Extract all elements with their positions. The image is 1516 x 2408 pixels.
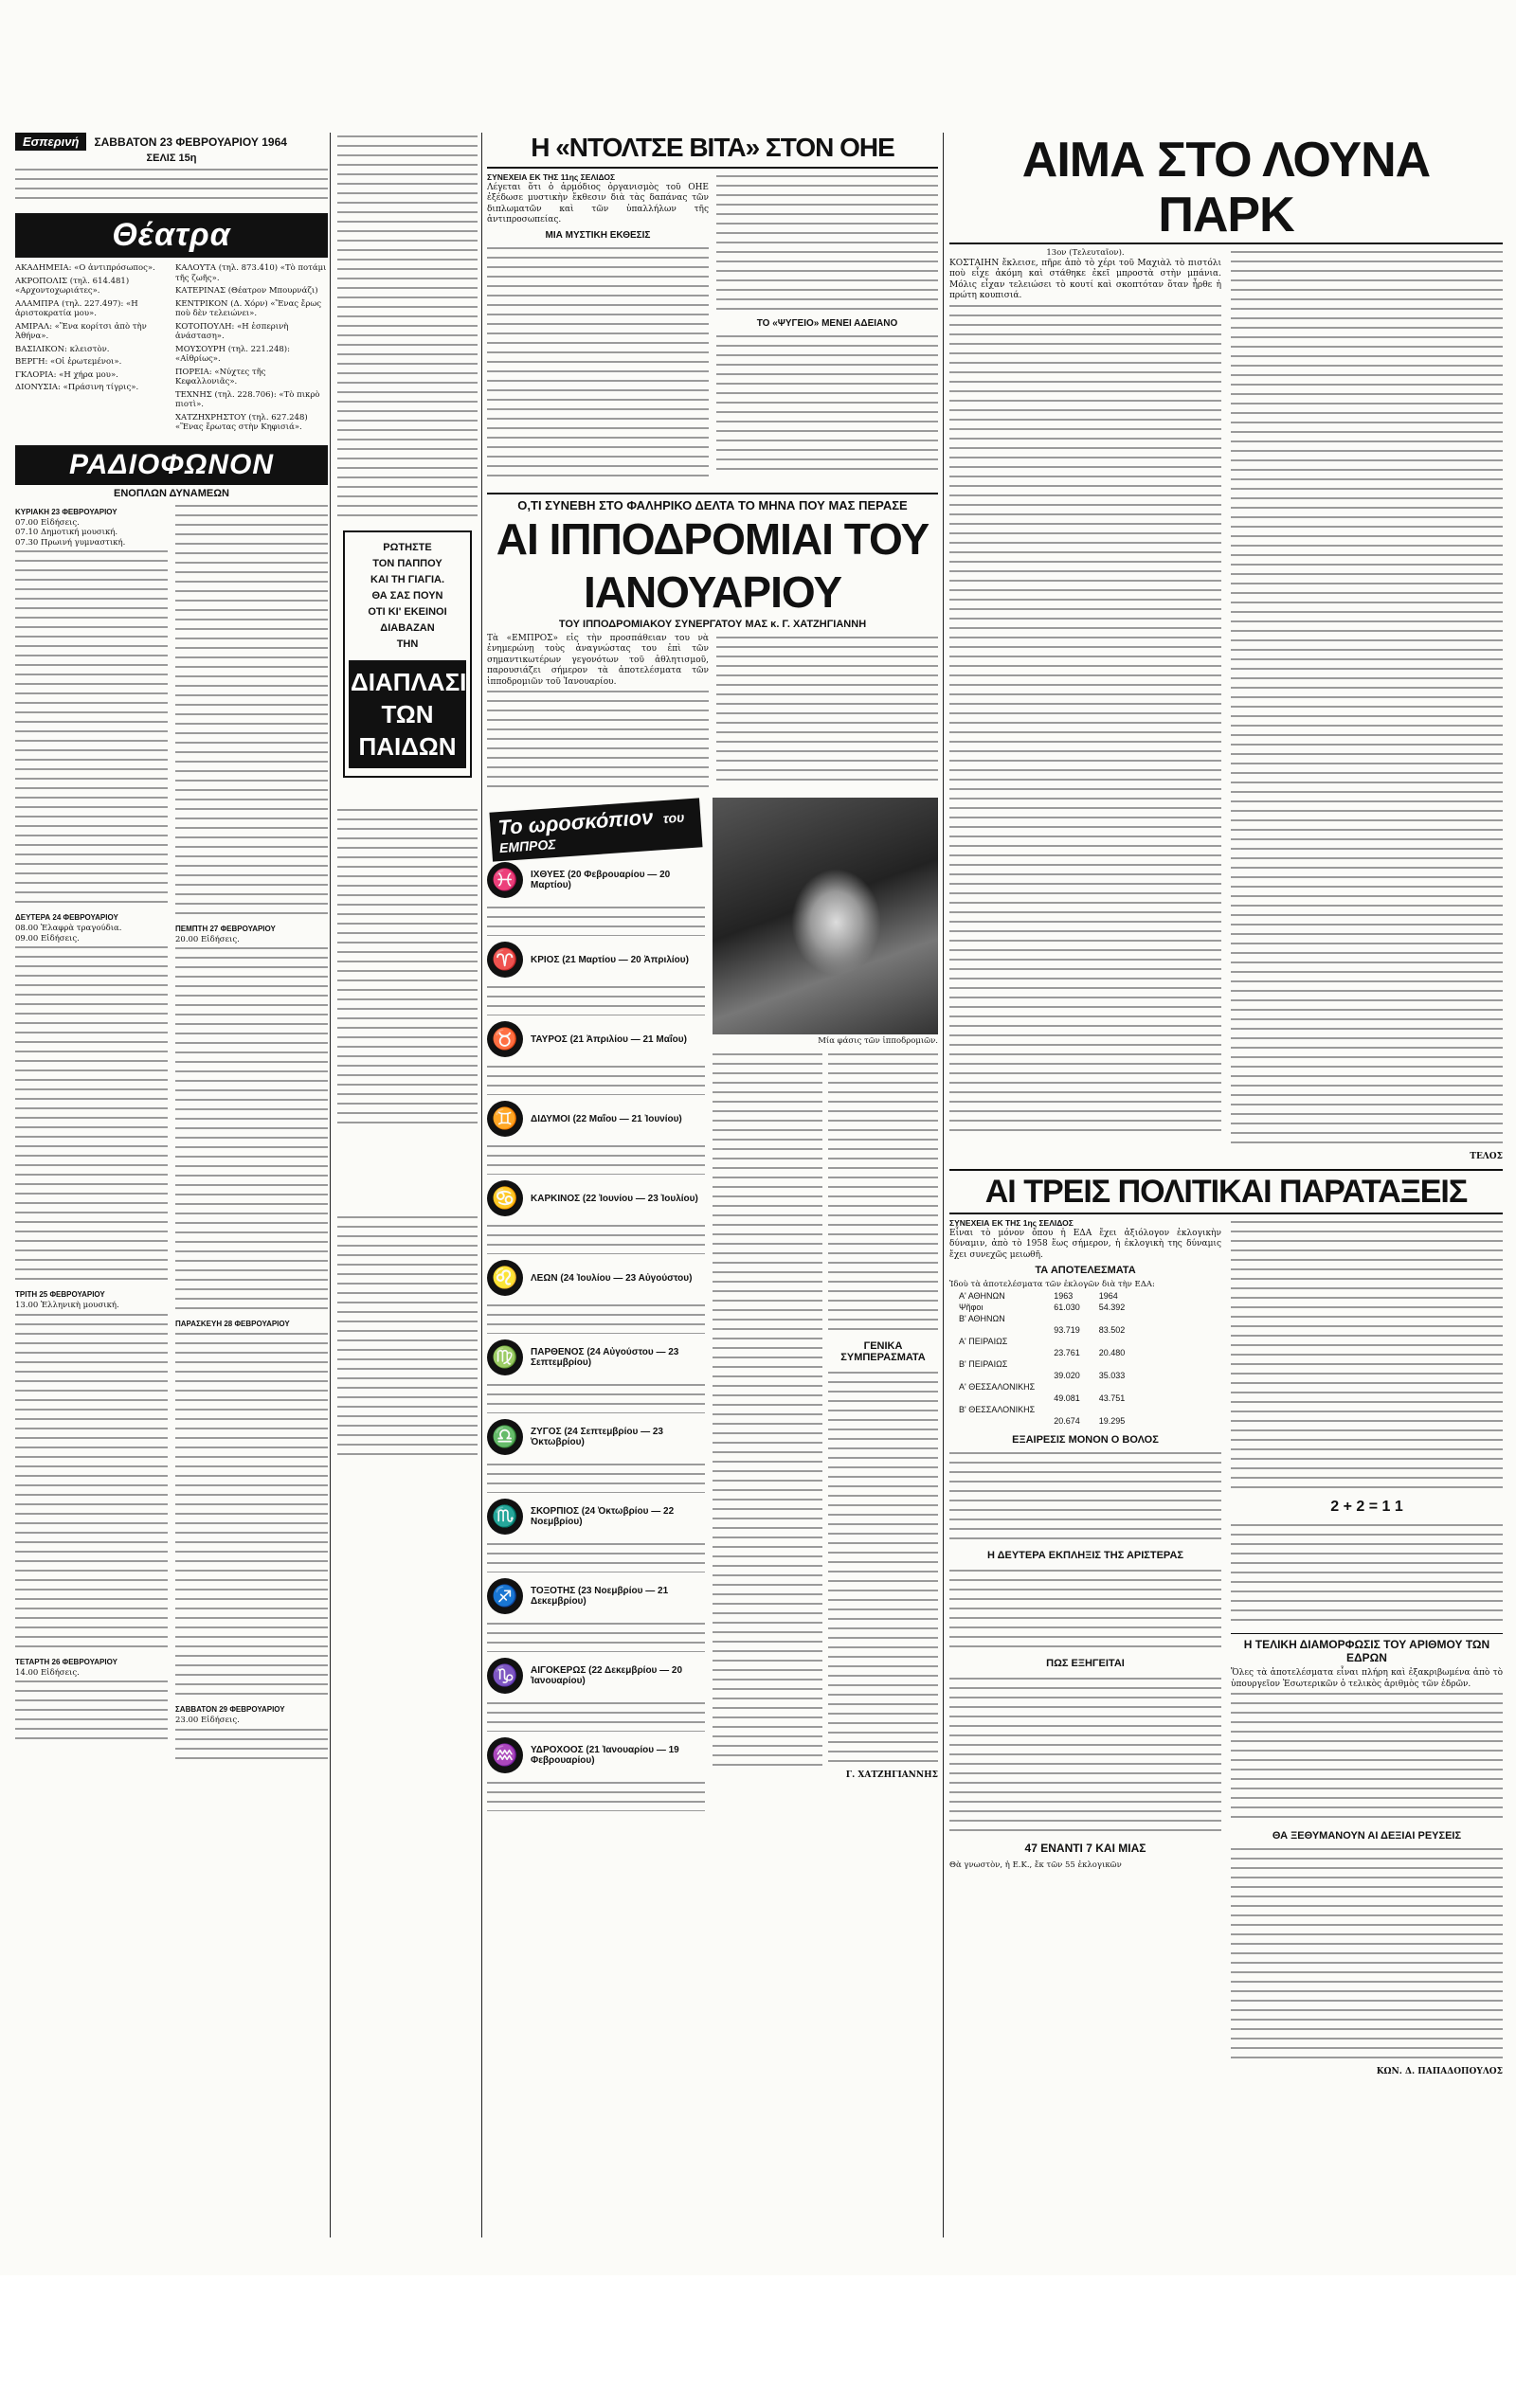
center-column — [487, 133, 938, 2255]
zodiac-sign — [487, 1021, 705, 1057]
radio-list — [175, 944, 328, 1314]
horse-body: Τὰ «ΕΜΠΡΟΣ» εἰς τὴν προσπάθειαν του νὰ ἐνημερώνῃ τοὺς ἀναγνώστας του ἐπὶ τῶν σημαντικωτέρων γεγονότων τοῦ ἀθλητισμοῦ, παρουσιάζει σήμερον τὰ ἀποτελέσματα τῶν ἱπποδρομιῶν τοῦ Ἰανουαρίου. — [487, 633, 709, 687]
zodiac-name: ΑΙΓΟΚΕΡΩΣ (22 Δεκεμβρίου — 20 Ἰανουαρίου) — [531, 1665, 683, 1686]
table-row — [949, 1313, 1134, 1324]
blood-text — [1231, 248, 1503, 1148]
year-header: 1964 — [1098, 1290, 1118, 1301]
radio-day: ΠΑΡΑΣΚΕΥΗ 28 ΦΕΒΡΟΥΑΡΙΟΥ — [175, 1320, 290, 1328]
elections-headline: ΑΙ ΤΡΕΙΣ ΠΟΛΙΤΙΚΑΙ ΠΑΡΑΤΑΞΕΙΣ — [949, 1169, 1503, 1214]
left-subhead: Η ΔΕΥΤΕΡΑ ΕΚΠΛΗΞΙΣ ΤΗΣ ΑΡΙΣΤΕΡΑΣ — [986, 1549, 1184, 1561]
pisces-icon: ♓ — [487, 862, 523, 898]
zodiac-text — [487, 1063, 705, 1095]
radio-schedule-left — [15, 502, 168, 1764]
elections-col-1 — [949, 1218, 1221, 2076]
horse-byline: ΤΟΥ ΙΠΠΟΔΡΟΜΙΑΚΟΥ ΣΥΝΕΡΓΑΤΟΥ ΜΑΣ κ. Γ. ΧΑΤΖΗΓΙΑΝΝΗ — [558, 618, 867, 630]
radio-schedule-right — [175, 502, 328, 1764]
theatre-listing: ΚΟΤΟΠΟΥΛΗ: «Η ἐσπερινὴ ἀνάσταση». — [175, 321, 289, 341]
zodiac-name: ΤΟΞΟΤΗΣ (23 Νοεμβρίου — 21 Δεκεμβρίου) — [531, 1586, 669, 1607]
results-header-row — [949, 1290, 1134, 1302]
theatre-listing: ΓΚΛΟΡΙΑ: «Η χήρα μου». — [15, 369, 118, 380]
elections-text — [949, 1567, 1221, 1652]
masthead-notice — [15, 166, 328, 204]
results-title: ΤΑ ΑΠΟΤΕΛΕΣΜΑΤΑ — [1035, 1265, 1136, 1276]
radio-list — [175, 502, 328, 919]
zodiac-text — [487, 1540, 705, 1572]
radio-day: ΔΕΥΤΕΡΑ 24 ΦΕΒΡΟΥΑΡΙΟΥ — [15, 913, 118, 922]
theatre-list-right — [175, 263, 328, 436]
year-header: 1963 — [1054, 1290, 1074, 1301]
horse-continuation — [713, 798, 938, 1811]
theatre-listings — [15, 263, 328, 436]
radio-item: 09.00 Εἰδήσεις. — [15, 933, 80, 943]
dolce-continued: ΣΥΝΕΧΕΙΑ ΕΚ ΤΗΣ 11ης ΣΕΛΙΔΟΣ — [487, 172, 616, 182]
zodiac-name: ΔΙΔΥΜΟΙ (22 Μαΐου — 21 Ἰουνίου) — [531, 1113, 682, 1124]
zodiac-sign — [487, 1339, 705, 1375]
zodiac-text — [487, 1381, 705, 1413]
ad-line: ΡΩΤΗΣΤΕ — [383, 542, 432, 553]
zodiac-text — [487, 983, 705, 1015]
radio-list — [337, 133, 478, 521]
elections-body: Εἶναι τὸ μόνον ὄπου ἡ ΕΔΑ ἔχει ἀξιόλογον ἐκλογικὴν δύναμιν, ἀπὸ τὸ 1958 ἕως σήμερον, ἡ ἐκλογικὴ της δύναμις ἔχει συνεχῶς μειωθῆ. — [949, 1228, 1221, 1260]
zodiac-name: ΙΧΘΥΕΣ (20 Φεβρουαρίου — 20 Μαρτίου) — [531, 870, 671, 890]
horse-col-2 — [716, 634, 938, 793]
theatre-listing: ΧΑΤΖΗΧΡΗΣΤΟΥ (τηλ. 627.248) «Ἕνας ἔρωτας στὴν Κηφισιά». — [175, 412, 308, 432]
zodiac-name: ΖΥΓΟΣ (24 Σεπτεμβρίου — 23 Ὀκτωβρίου) — [531, 1427, 663, 1447]
theatre-listing: ΚΑΛΟΥΤΑ (τηλ. 873.410) «Τὸ ποτάμι τῆς ζωῆς». — [175, 263, 327, 283]
region-cell: Β' ΘΕΣΣΑΛΟΝΙΚΗΣ — [959, 1404, 1036, 1414]
cell-1964: 43.751 — [1098, 1393, 1126, 1403]
region-cell: Α' ΘΕΣΣΑΛΟΝΙΚΗΣ — [959, 1381, 1036, 1392]
theatre-listing: ΑΜΙΡΑΛ: «Ἕνα κορίτσι ἀπὸ τὴν Ἀθήνα». — [15, 321, 147, 341]
gemini-icon: ♊ — [487, 1101, 523, 1137]
radio-list — [15, 1311, 168, 1652]
zodiac-name: ΛΕΩΝ (24 Ἰουλίου — 23 Αὐγούστου) — [531, 1272, 693, 1284]
zodiac-sign — [487, 1499, 705, 1535]
theatre-listing: ΠΟΡΕΙΑ: «Νύχτες τῆς Κεφαλλονιᾶς». — [175, 367, 266, 386]
radio-list — [15, 943, 168, 1285]
table-row — [949, 1415, 1134, 1427]
horse-col-1 — [487, 634, 709, 793]
table-row — [949, 1381, 1134, 1393]
elections-article — [949, 1218, 1503, 2076]
table-row — [949, 1358, 1134, 1370]
horse-text — [487, 688, 709, 792]
column-rule — [943, 133, 944, 2237]
zodiac-text — [487, 1699, 705, 1732]
distribution-text — [1231, 1845, 1503, 2063]
horse-subhead: ΓΕΝΙΚΑ ΣΥΜΠΕΡΑΣΜΑΤΑ — [840, 1339, 926, 1363]
radio-item: 07.30 Πρωινή γυμναστική. — [15, 537, 126, 548]
radio-day: ΤΡΙΤΗ 25 ΦΕΒΡΟΥΑΡΙΟΥ — [15, 1290, 105, 1299]
dolce-body: Λέγεται ὅτι ὁ ἀρμόδιος ὀργανισμὸς τοῦ ΟΗΕ ἐξέδωσε μυστικὴν ἔκθεσιν διὰ τὰς δαπάνας τῶν διπλωματῶν καὶ τῶν ὑπαλλήλων τῆς ἀντιπροσωπείας. — [487, 182, 709, 225]
dolce-headline: Η «ΝΤΟΛΤΣΕ ΒΙΤΑ» ΣΤΟΝ ΟΗΕ — [487, 133, 938, 169]
final-subhead: 47 ΕΝΑΝΤΙ 7 ΚΑΙ ΜΙΑΣ — [1024, 1841, 1146, 1855]
column-rule — [481, 133, 482, 2237]
masthead — [15, 133, 328, 151]
horse-text — [713, 1051, 822, 1770]
radio-list — [15, 548, 168, 907]
blood-col-2 — [1231, 248, 1503, 1161]
cell-1963: 39.020 — [1054, 1370, 1080, 1380]
table-row — [949, 1324, 1134, 1336]
ad-line: ΘΑ ΣΑΣ ΠΟΥΝ — [371, 590, 443, 602]
blood-body: ΚΟΣΤΑΙΗΝ ἔκλεισε, πῆρε ἀπὸ τὸ χέρι τοῦ Μαχιὰλ τὸ πιστόλι ποὺ εἶχε ἀκόμη καὶ στάθηκε ἐκεῖ μπροστὰ στὴν μπάνια. Μόλις εἶχαν τελειώσει τὸ κουτί καὶ σκοπτόταν ὅταν ἦρθε ἡ πρώτη κουπισιά. — [949, 258, 1221, 300]
theatre-list-left — [15, 263, 168, 436]
theatre-listing: ΒΑΣΙΛΙΚΟΝ: κλειστὸν. — [15, 344, 110, 354]
right-column — [949, 133, 1503, 2255]
ad-line: ΤΗΝ — [396, 638, 419, 650]
horoscope-banner — [489, 798, 702, 861]
radio-day: ΠΕΜΠΤΗ 27 ΦΕΒΡΟΥΑΡΙΟΥ — [175, 924, 276, 933]
volos-subhead: ΕΞΑΙΡΕΣΙΣ ΜΟΝΟΝ Ο ΒΟΛΟΣ — [1012, 1433, 1159, 1446]
theatre-listing: ΒΕΡΓΗ: «Οἱ ἐρωτεμένοι». — [15, 357, 122, 367]
distribution-text — [1231, 1690, 1503, 1823]
column-rule — [330, 133, 331, 2237]
capricorn-icon: ♑ — [487, 1658, 523, 1694]
zodiac-text — [487, 1222, 705, 1254]
radio-list — [337, 806, 478, 1128]
theatre-listing: ΤΕΧΝΗΣ (τηλ. 228.706): «Τὸ πικρὸ πιοτὶ». — [175, 389, 320, 409]
blood-part: 13ον (Τελευταῖον). — [1046, 248, 1125, 258]
radio-day: ΤΕΤΑΡΤΗ 26 ΦΕΒΡΟΥΑΡΙΟΥ — [15, 1657, 117, 1666]
zodiac-name: ΥΔΡΟΧΟΟΣ (21 Ἰανουαρίου — 19 Φεβρουαρίου) — [531, 1745, 679, 1766]
dolce-text — [487, 244, 709, 481]
zodiac-sign — [487, 1260, 705, 1296]
table-row — [949, 1336, 1134, 1347]
zodiac-text — [487, 1620, 705, 1652]
cell-1963: 93.719 — [1054, 1324, 1080, 1335]
distribution-author: ΚΩΝ. Δ. ΠΑΠΑΔΟΠΟΥΛΟΣ — [1376, 2067, 1503, 2076]
zodiac-name: ΤΑΥΡΟΣ (21 Ἀπριλίου — 21 Μαΐου) — [531, 1033, 687, 1045]
zodiac-name: ΣΚΟΡΠΙΟΣ (24 Ὀκτωβρίου — 22 Νοεμβρίου) — [531, 1506, 675, 1527]
distribution-body: Ὅλες τὰ ἀποτελέσματα εἶναι πλήρη καὶ ἐξακριβωμένα ἀπὸ τὸ ὑπουργεῖον Ἐσωτερικῶν ὁ τελικὸς ἀριθμὸς τῶν ἑδρῶν. — [1231, 1668, 1503, 1689]
radio-item: 23.00 Εἰδήσεις. — [175, 1716, 240, 1725]
ad-line: ΟΤΙ ΚΙ' ΕΚΕΙΝΟΙ — [368, 606, 447, 618]
results-label: Α' ΑΘΗΝΩΝ — [959, 1290, 1005, 1301]
diaplasi-ad — [343, 530, 472, 778]
table-row — [949, 1370, 1134, 1381]
radio-list — [175, 1330, 328, 1699]
blood-text — [949, 302, 1221, 1136]
radio-item: 20.00 Εἰδήσεις. — [175, 934, 240, 944]
blood-col-1 — [949, 248, 1221, 1161]
votes-label: Ψῆφοι — [959, 1302, 984, 1312]
theatre-listing: ΚΕΝΤΡΙΚΟΝ (Δ. Χόρν) «Ἕνας ἔρως ποὺ δὲν τελειώνει». — [175, 298, 322, 318]
table-row — [949, 1347, 1134, 1358]
zodiac-sign — [487, 1419, 705, 1455]
theatre-listing: ΑΚΡΟΠΟΛΙΣ (τηλ. 614.481) «Αρχοντοχωριάτες». — [15, 276, 130, 296]
zodiac-name: ΠΑΡΘΕΝΟΣ (24 Αὐγούστου — 23 Σεπτεμβρίου) — [531, 1347, 679, 1368]
dolce-subhead: ΜΙΑ ΜΥΣΤΙΚΗ ΕΚΘΕΣΙΣ — [545, 229, 651, 241]
radio-day: ΣΑΒΒΑΤΟΝ 29 ΦΕΒΡΟΥΑΡΙΟΥ — [175, 1705, 285, 1714]
horoscope-text — [337, 1213, 478, 1460]
dolce-col-2 — [716, 172, 938, 481]
region-cell: Β' ΠΕΙΡΑΙΩΣ — [959, 1358, 1008, 1369]
radio-item: 07.10 Δημοτική μουσική. — [15, 528, 118, 537]
horoscope-section — [487, 798, 705, 1811]
horse-text-columns — [713, 1051, 938, 1780]
masthead-date: ΣΑΒΒΑΤΟΝ 23 ΦΕΒΡΟΥΑΡΙΟΥ 1964 — [94, 135, 287, 149]
masthead-logo: Εσπερινή — [15, 133, 86, 151]
math-line: 2 + 2 = 1 1 — [1330, 1499, 1403, 1515]
dolce-article — [487, 172, 938, 481]
ad-line: ΚΑΙ ΤΗ ΓΙΑΓΙΑ. — [370, 574, 444, 585]
results-table — [949, 1290, 1134, 1427]
libra-icon: ♎ — [487, 1419, 523, 1455]
results-intro: Ἰδοὺ τὰ ἀποτελέσματα τῶν ἐκλογῶν διὰ τὴν ΕΔΑ: — [949, 1280, 1155, 1289]
zodiac-sign — [487, 1658, 705, 1694]
elections-continued: ΣΥΝΕΧΕΙΑ ΕΚ ΤΗΣ 1ης ΣΕΛΙΔΟΣ — [949, 1218, 1074, 1228]
distribution-headline: Η ΤΕΛΙΚΗ ΔΙΑΜΟΡΦΩΣΙΣ ΤΟΥ ΑΡΙΘΜΟΥ ΤΩΝ ΕΔΡΩΝ — [1231, 1633, 1503, 1664]
photo-caption: Μία φάσις τῶν ἱπποδρομιῶν. — [818, 1036, 938, 1046]
radio-schedule — [15, 502, 328, 1764]
elections-text — [1231, 1521, 1503, 1626]
blood-article — [949, 248, 1503, 1161]
horse-kicker: Ο,ΤΙ ΣΥΝΕΒΗ ΣΤΟ ΦΑΛΗΡΙΚΟ ΔΕΛΤΑ ΤΟ ΜΗΝΑ ΠΟΥ ΜΑΣ ΠΕΡΑΣΕ — [487, 493, 938, 512]
table-row — [949, 1393, 1134, 1404]
zodiac-sign — [487, 1578, 705, 1614]
why-subhead: ΠΩΣ ΕΞΗΓΕΙΤΑΙ — [1046, 1657, 1125, 1669]
blood-signature: ΤΕΛΟΣ — [1470, 1152, 1503, 1161]
radio-item: 07.00 Εἰδήσεις. — [15, 517, 80, 528]
zodiac-sign — [487, 942, 705, 978]
horse-author: Γ. ΧΑΤΖΗΓΙΑΝΝΗΣ — [845, 1770, 938, 1780]
zodiac-text — [487, 904, 705, 936]
zodiac-sign — [487, 1737, 705, 1773]
radio-banner: ΡΑΔΙΟΦΩΝΟΝ — [15, 445, 328, 485]
region-cell: Β' ΑΘΗΝΩΝ — [959, 1313, 1005, 1323]
horse-race-photo — [713, 798, 938, 1034]
horoscope-and-photo — [487, 798, 938, 1811]
horse-text — [828, 1369, 938, 1767]
theatre-listing: ΚΑΤΕΡΙΝΑΣ (Θέατρον Μπουρνάζι) — [175, 286, 318, 296]
page-number: ΣΕΛΙΣ 15η — [146, 153, 197, 164]
cell-1963: 23.761 — [1054, 1347, 1080, 1357]
zodiac-sign — [487, 862, 705, 898]
radio-item: 08.00 Ἐλαφρὰ τραγούδια. — [15, 924, 122, 933]
table-row — [949, 1302, 1134, 1313]
zodiac-sign — [487, 1101, 705, 1137]
dolce-subhead-2: ΤΟ «ΨΥΓΕΙΟ» ΜΕΝΕΙ ΑΔΕΙΑΝΟ — [756, 318, 898, 329]
cell-1964: 35.033 — [1098, 1370, 1126, 1380]
left-column — [15, 133, 328, 2408]
sagittarius-icon: ♐ — [487, 1578, 523, 1614]
zodiac-text — [487, 1461, 705, 1493]
horoscope-title: Το ωροσκόπιον — [496, 804, 655, 840]
theatre-listing: ΔΙΟΝΥΣΙΑ: «Πράσινη τίγρις». — [15, 383, 139, 392]
zodiac-text — [487, 1142, 705, 1175]
dolce-text — [716, 172, 938, 314]
cell-1963: 20.674 — [1054, 1415, 1080, 1426]
horse-text — [716, 634, 938, 785]
elections-text — [949, 1675, 1221, 1836]
elections-text — [949, 1449, 1221, 1544]
final-subtext: Θὰ γνωστὸν, ἡ Ε.Κ., ἔκ τῶν 55 ἐκλογικῶν — [949, 1860, 1122, 1870]
horse-headline: ΑΙ ΙΠΠΟΔΡΟΜΙΑΙ ΤΟΥ ΙΑΝΟΥΑΡΙΟΥ — [496, 513, 929, 617]
horse-article — [487, 634, 938, 793]
ad-brand: ΔΙΑΠΛΑΣΙ ΤΩΝ ΠΑΙΔΩΝ — [349, 660, 466, 768]
zodiac-text — [487, 1302, 705, 1334]
horse-text-col — [828, 1051, 938, 1780]
region-cell: Α' ΠΕΙΡΑΙΩΣ — [959, 1336, 1008, 1346]
theatre-banner: Θέατρα — [15, 213, 328, 258]
table-row — [949, 1404, 1134, 1415]
cancer-icon: ♋ — [487, 1180, 523, 1216]
radio-list — [175, 1726, 328, 1764]
scorpio-icon: ♏ — [487, 1499, 523, 1535]
zodiac-sign — [487, 1180, 705, 1216]
radio-list — [15, 1678, 168, 1744]
cell-1964: 54.392 — [1098, 1302, 1126, 1312]
radio-continuation-column — [337, 133, 478, 2255]
zodiac-name: ΚΡΙΟΣ (21 Μαρτίου — 20 Ἀπριλίου) — [531, 954, 689, 965]
radio-subtitle: ΕΝΟΠΛΩΝ ΔΥΝΑΜΕΩΝ — [114, 487, 229, 499]
radio-item: 13.00 Ἑλληνικὴ μουσική. — [15, 1301, 119, 1310]
cell-1963: 49.081 — [1054, 1393, 1080, 1403]
cell-1964: 83.502 — [1098, 1324, 1126, 1335]
radio-item: 14.00 Εἰδήσεις. — [15, 1667, 80, 1678]
radio-day: ΚΥΡΙΑΚΗ 23 ΦΕΒΡΟΥΑΡΙΟΥ — [15, 507, 117, 516]
ad-line: ΔΙΑΒΑΖΑΝ — [380, 622, 435, 634]
blood-headline: ΑΙΜΑ ΣΤΟ ΛΟΥΝΑ ΠΑΡΚ — [949, 133, 1503, 244]
elections-text — [1231, 1218, 1503, 1493]
horoscope-subtitle: του ΕΜΠΡΟΣ — [498, 809, 685, 856]
zodiac-text — [487, 1779, 705, 1811]
leo-icon: ♌ — [487, 1260, 523, 1296]
dolce-col-1 — [487, 172, 709, 481]
virgo-icon: ♍ — [487, 1339, 523, 1375]
cell-1963: 61.030 — [1054, 1302, 1080, 1312]
aries-icon: ♈ — [487, 942, 523, 978]
zodiac-name: ΚΑΡΚΙΝΟΣ (22 Ἰουνίου — 23 Ἰουλίου) — [531, 1193, 698, 1204]
cell-1964: 19.295 — [1098, 1415, 1126, 1426]
ad-line: ΤΟΝ ΠΑΠΠΟΥ — [372, 558, 442, 569]
cell-1964: 20.480 — [1098, 1347, 1126, 1357]
dolce-text — [716, 332, 938, 475]
theatre-listing: ΑΚΑΔΗΜΕΙΑ: «Ο ἀντιπρόσωπος». — [15, 263, 155, 273]
theatre-listing: ΑΛΑΜΠΡΑ (τηλ. 227.497): «Η ἀριστοκρατία μου». — [15, 298, 138, 318]
taurus-icon: ♉ — [487, 1021, 523, 1057]
aquarius-icon: ♒ — [487, 1737, 523, 1773]
right-currents-subhead: ΘΑ ΞΕΘΥΜΑΝΟΥΝ ΑΙ ΔΕΞΙΑΙ ΡΕΥΣΕΙΣ — [1272, 1830, 1462, 1842]
elections-col-2 — [1231, 1218, 1503, 2076]
theatre-listing: ΜΟΥΣΟΥΡΗ (τηλ. 221.248): «Αἰθρίως». — [175, 344, 290, 364]
horse-text — [828, 1051, 938, 1335]
